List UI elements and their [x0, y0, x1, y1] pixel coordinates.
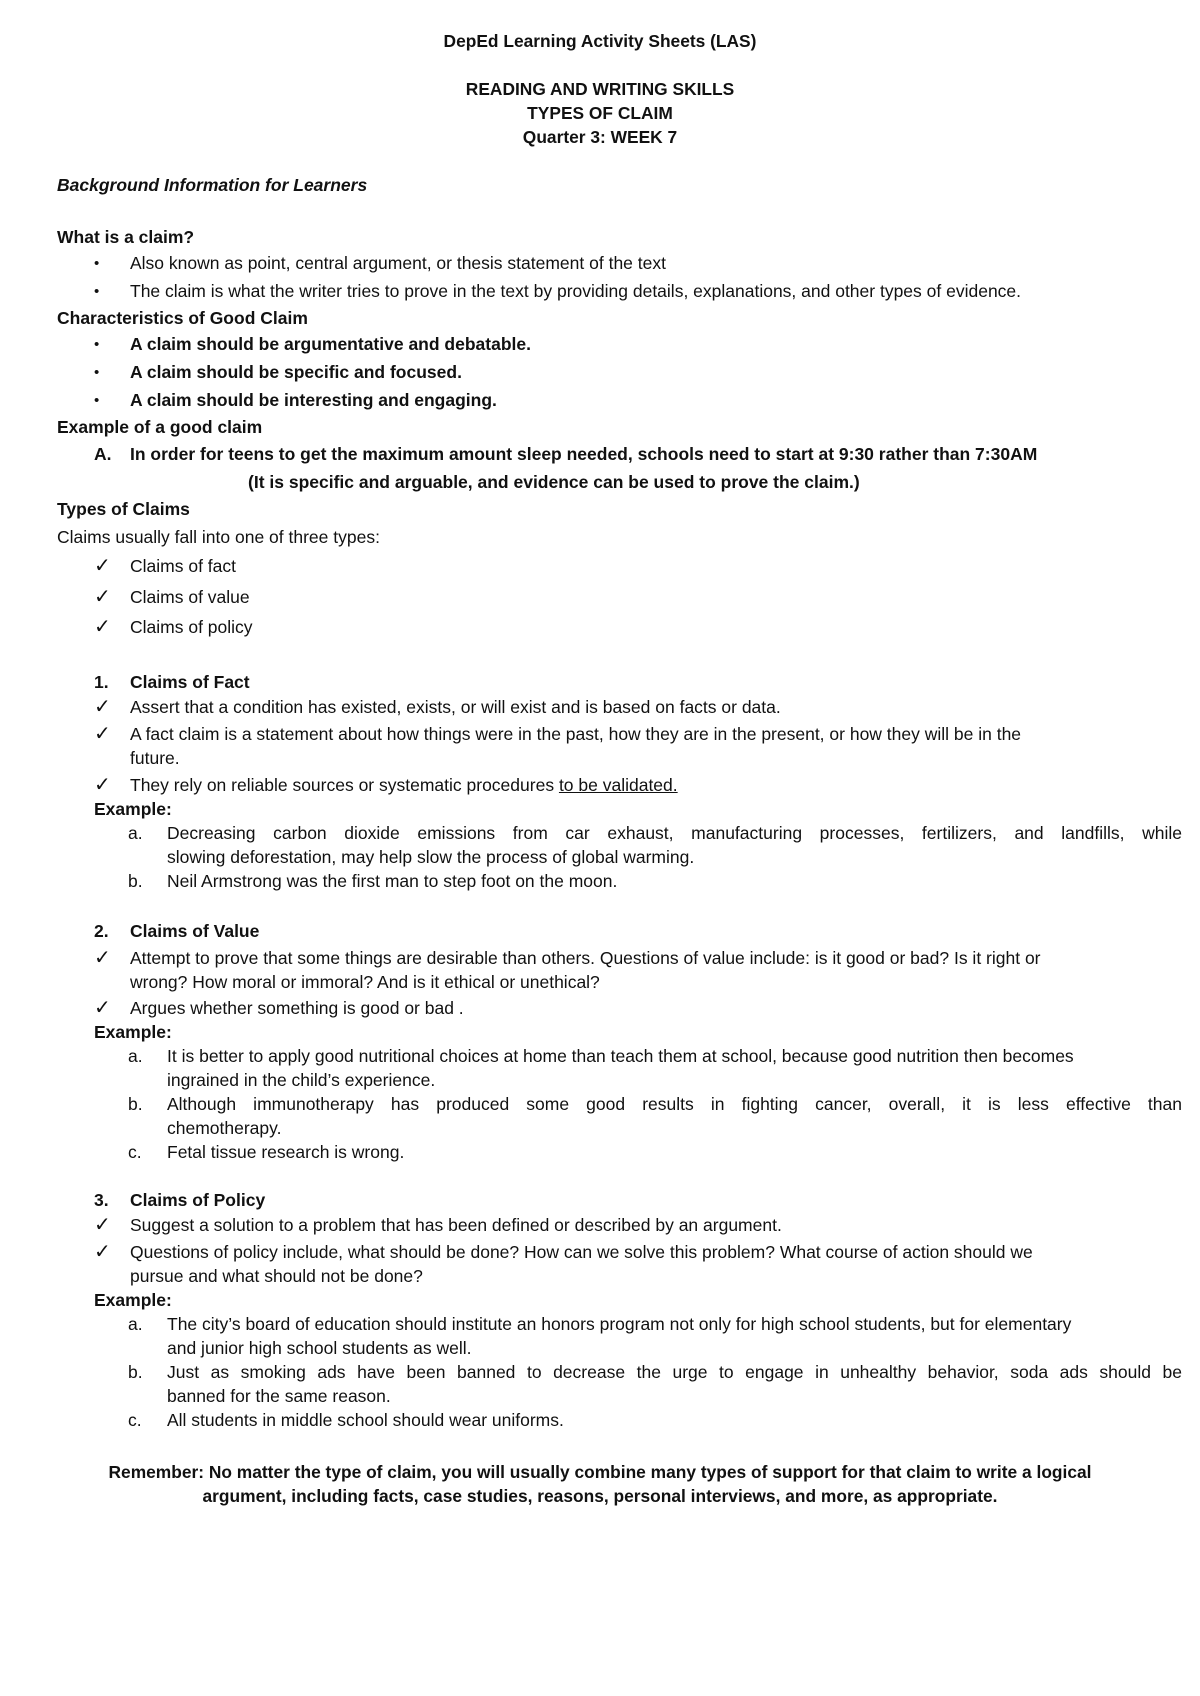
fact-point-cont: future.	[130, 748, 180, 768]
fact-title: Claims of Fact	[130, 672, 250, 692]
value-example-cont: chemotherapy.	[167, 1118, 282, 1138]
bullet-icon: •	[94, 283, 100, 300]
bullet-icon: •	[94, 364, 100, 381]
policy-example: Just as smoking ads have been banned to decrease the urge to engage in unhealthy behavior, soda ads should be	[167, 1362, 1182, 1382]
characteristic-item: A claim should be argumentative and debatable.	[130, 334, 531, 354]
check-icon: ✓	[94, 947, 111, 969]
fact-example: Neil Armstrong was the first man to step foot on the moon.	[167, 871, 618, 891]
list-marker: a.	[128, 1046, 143, 1066]
check-icon: ✓	[94, 997, 111, 1019]
fact-point: A fact claim is a statement about how things were in the past, how they are in the present, or how they will be in the	[130, 724, 1022, 744]
fact-example: Decreasing carbon dioxide emissions from car exhaust, manufacturing processes, fertilizers, and landfills, while	[167, 823, 1182, 843]
remember-note-line2: argument, including facts, case studies, reasons, personal interviews, and more, as appropriate.	[202, 1486, 998, 1506]
types-intro: Claims usually fall into one of three types:	[57, 527, 380, 547]
type-item: Claims of value	[130, 587, 250, 607]
type-item: Claims of fact	[130, 556, 236, 576]
doc-subject: READING AND WRITING SKILLS	[465, 79, 735, 99]
check-icon: ✓	[94, 616, 111, 638]
policy-example: The city’s board of education should institute an honors program not only for high school students, but for elementary	[167, 1314, 1072, 1334]
type-item: Claims of policy	[130, 617, 253, 637]
section-number: 2.	[94, 921, 109, 941]
example-good-claim-text: In order for teens to get the maximum amount sleep needed, schools need to start at 9:30 rather than 7:30AM	[130, 444, 1038, 464]
check-icon: ✓	[94, 1214, 111, 1236]
doc-topic: TYPES OF CLAIM	[527, 103, 673, 123]
fact-example-cont: slowing deforestation, may help slow the process of global warming.	[167, 847, 695, 867]
check-icon: ✓	[94, 1241, 111, 1263]
doc-org-title: DepEd Learning Activity Sheets (LAS)	[443, 31, 757, 51]
value-example: It is better to apply good nutritional choices at home than teach them at school, because good nutrition then becomes	[167, 1046, 1074, 1066]
list-marker: b.	[128, 1094, 143, 1114]
list-marker: b.	[128, 871, 143, 891]
check-icon: ✓	[94, 723, 111, 745]
fact-point-text: They rely on reliable sources or systematic procedures	[130, 775, 559, 795]
fact-point	[130, 774, 678, 796]
policy-example-cont: banned for the same reason.	[167, 1386, 391, 1406]
section-number: 3.	[94, 1190, 109, 1210]
value-point-cont: wrong? How moral or immoral? And is it ethical or unethical?	[130, 972, 600, 992]
fact-example-label: Example:	[94, 799, 172, 819]
value-example: Although immunotherapy has produced some good results in fighting cancer, overall, it is less effective than	[167, 1094, 1182, 1114]
list-marker: c.	[128, 1142, 142, 1162]
value-title: Claims of Value	[130, 921, 260, 941]
example-good-claim-note: (It is specific and arguable, and evidence can be used to prove the claim.)	[248, 472, 860, 492]
fact-point: Assert that a condition has existed, exists, or will exist and is based on facts or data.	[130, 697, 781, 717]
policy-title: Claims of Policy	[130, 1190, 266, 1210]
check-icon: ✓	[94, 696, 111, 718]
policy-point-cont: pursue and what should not be done?	[130, 1266, 423, 1286]
check-icon: ✓	[94, 555, 111, 577]
value-example-cont: ingrained in the child’s experience.	[167, 1070, 436, 1090]
value-point: Argues whether something is good or bad .	[130, 998, 464, 1018]
list-marker: a.	[128, 1314, 143, 1334]
policy-example: All students in middle school should wear uniforms.	[167, 1410, 564, 1430]
policy-example-cont: and junior high school students as well.	[167, 1338, 472, 1358]
background-heading: Background Information for Learners	[57, 175, 368, 195]
characteristic-item: A claim should be specific and focused.	[130, 362, 462, 382]
policy-point: Suggest a solution to a problem that has been defined or described by an argument.	[130, 1215, 782, 1235]
characteristic-item: A claim should be interesting and engaging.	[130, 390, 497, 410]
what-bullet: The claim is what the writer tries to prove in the text by providing details, explanations, and other types of evidence.	[130, 281, 1022, 301]
types-heading: Types of Claims	[57, 499, 190, 519]
bullet-icon: •	[94, 255, 100, 272]
value-example-label: Example:	[94, 1022, 172, 1042]
check-icon: ✓	[94, 586, 111, 608]
example-good-claim-heading: Example of a good claim	[57, 417, 263, 437]
doc-quarter: Quarter 3: WEEK 7	[522, 127, 678, 147]
value-point: Attempt to prove that some things are desirable than others. Questions of value include: is it good or bad? Is it right or	[130, 948, 1041, 968]
remember-note-line1: Remember: No matter the type of claim, you will usually combine many types of support for that claim to write a logical	[108, 1462, 1092, 1482]
list-marker: c.	[128, 1410, 142, 1430]
characteristics-heading: Characteristics of Good Claim	[57, 308, 308, 328]
what-is-claim-heading: What is a claim?	[57, 227, 195, 247]
what-bullet: Also known as point, central argument, or thesis statement of the text	[130, 253, 666, 273]
check-icon: ✓	[94, 774, 111, 796]
bullet-icon: •	[94, 392, 100, 409]
policy-example-label: Example:	[94, 1290, 172, 1310]
list-marker: b.	[128, 1362, 143, 1382]
fact-point-underlined: to be validated.	[558, 775, 678, 795]
list-marker: a.	[128, 823, 143, 843]
bullet-icon: •	[94, 336, 100, 353]
section-number: 1.	[94, 672, 109, 692]
value-example: Fetal tissue research is wrong.	[167, 1142, 405, 1162]
list-marker: A.	[94, 444, 112, 464]
policy-point: Questions of policy include, what should be done? How can we solve this problem? What course of action should we	[130, 1242, 1033, 1262]
